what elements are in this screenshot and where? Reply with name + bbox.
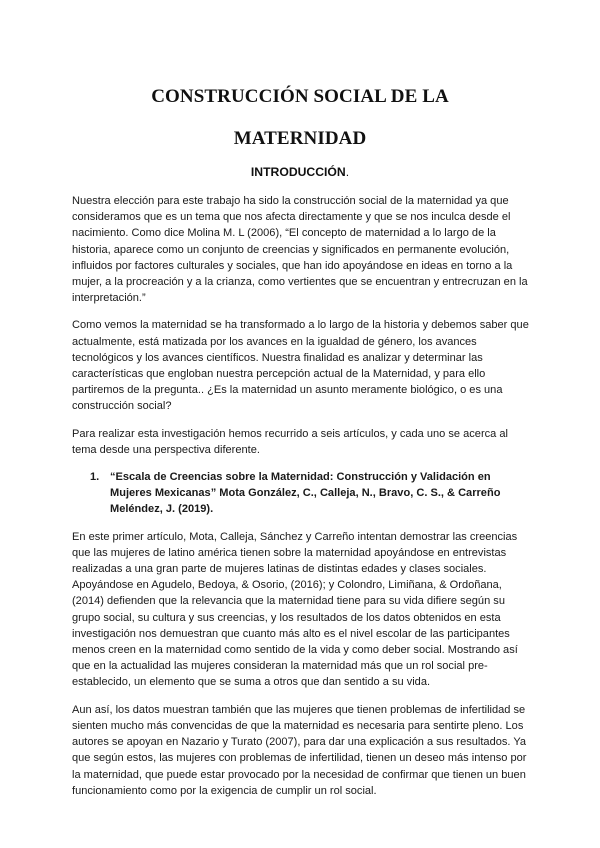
- reference-item: [72, 469, 534, 518]
- document-body: [72, 193, 534, 810]
- paragraph-article-2: Aun así, los datos muestran también que las mujeres que tienen problemas de infertilidad se sienten mucho más convencidas de que la maternidad es necesaria para sentirte pleno. Los autores se apoyan en Nazario y Turato (2007), para dar una explicación a sus resultados. Ya que según estos, las mujeres con problemas de infertilidad, tienen un deseo más intenso por la maternidad, que puede estar provocado por la necesidad de confirmar que tienen un buen funcionamiento como por la exigencia de cumplir un rol social.: [72, 703, 527, 797]
- section-heading-introduccion: [0, 165, 600, 179]
- reference-number: 1.: [90, 471, 100, 484]
- section-heading-text: INTRODUCCIÓN: [250, 165, 346, 179]
- reference-text: “Escala de Creencias sobre la Maternidad: Construcción y Validación en Mujeres Mexicanas” Mota González, C., Calleja, N., Bravo, C. S., & Carreño Meléndez, J. (2019).: [110, 471, 501, 516]
- section-heading-suffix: .: [345, 165, 350, 179]
- paragraph-intro-3: Para realizar esta investigación hemos recurrido a seis artículos, y cada uno se acerca al tema desde una perspectiva diferente.: [72, 427, 508, 456]
- paragraph-intro-1: Nuestra elección para este trabajo ha sido la construcción social de la maternidad ya que consideramos que es un tema que nos afecta directamente y que se nos inculca desde el nacimiento. Como dice Molina M. L (2006), “El concepto de maternidad a lo largo de la historia, aparece como un conjunto de creencias y significados en permanente evolución, influidos por factores culturales y sociales, que han ido apoyándose en ideas en torno a la mujer, a la procreación y a la crianza, como vertientes que se encuentran y entrecruzan en la interpretación.”: [72, 195, 528, 305]
- document-title-line-1: CONSTRUCCIÓN SOCIAL DE LA: [151, 86, 449, 107]
- paragraph-article-1: En este primer artículo, Mota, Calleja, Sánchez y Carreño intentan demostrar las creencias que las mujeres de latino américa tienen sobre la maternidad apoyándose en entrevistas realizadas a una gran parte de mujeres latinas de distintas edades y clases sociales. Apoyándose en Agudelo, Bedoya, & Osorio, (2016); y Colondro, Limiñana, & Ordoñana, (2014) defienden que la relevancia que la maternidad tiene para su vida difiere según su grupo social, su cultura y sus creencias, y los resultados de los datos obtenidos en esta investigación nos demuestran que cuanto más alto es el nivel escolar de las participantes menos creen en la maternidad como sentido de la vida y como deber social. Mostrando así que en la actualidad las mujeres consideran la maternidad más que un rol social pre-establecido, un elemento que se suma a otros que dan sentido a su vida.: [72, 530, 518, 689]
- reference-list: [72, 469, 534, 518]
- document-title-line-2: MATERNIDAD: [233, 128, 367, 149]
- paragraph-intro-2: Como vemos la maternidad se ha transformado a lo largo de la historia y debemos saber que actualmente, está matizada por los avances en la igualdad de género, los avances tecnológicos y los avances científicos. Nuestra finalidad es analizar y determinar las características que engloban nuestra percepción actual de la Maternidad, y para ello partiremos de la pregunta.. ¿Es la maternidad un asunto meramente biológico, o es una construcción social?: [72, 319, 529, 413]
